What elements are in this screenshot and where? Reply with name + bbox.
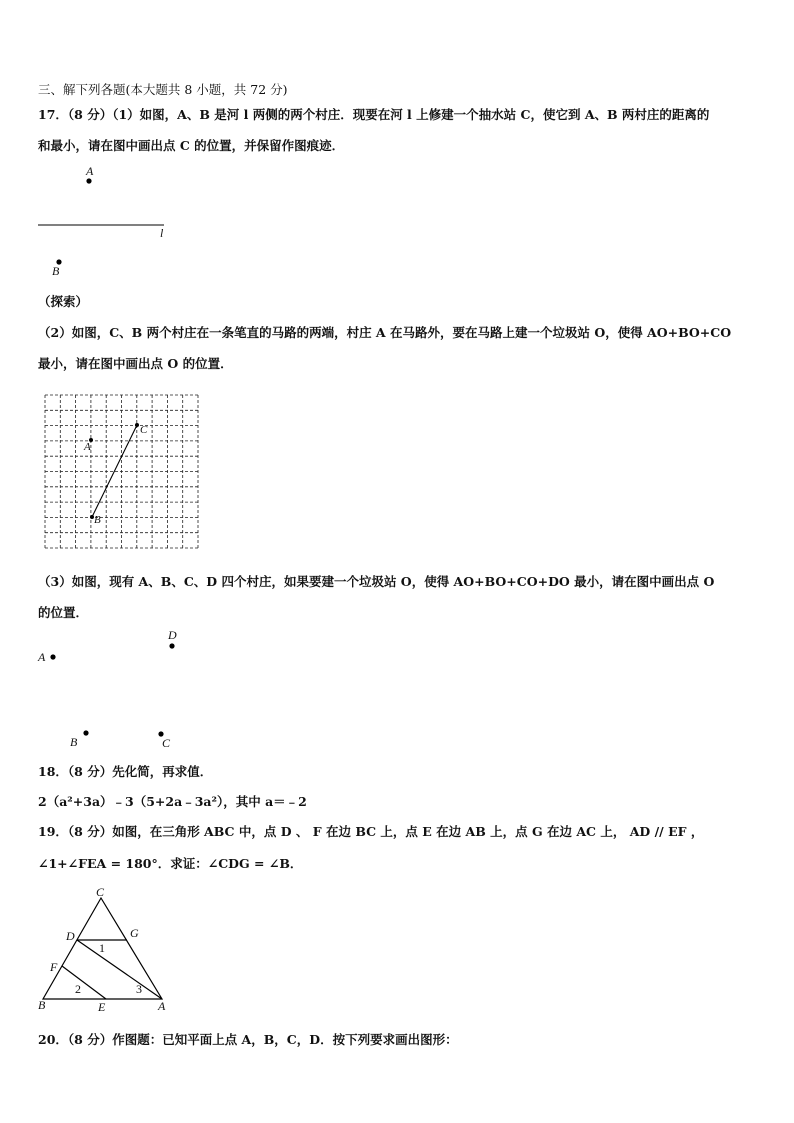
- tri-label-a: A: [158, 999, 166, 1013]
- q17-part2-line1: （2）如图，C、B 两个村庄在一条笔直的马路的两端，村庄 A 在马路外，要在马路上建一个垃圾站 O，使得 AO+BO+CO: [38, 325, 732, 340]
- village-a: [50, 654, 55, 659]
- q17-figure-1: [30, 160, 190, 280]
- tri-label-g: G: [130, 926, 139, 940]
- fig3-label-a: A: [38, 650, 46, 664]
- grid-lines: [45, 395, 198, 548]
- fig1-label-b: B: [52, 264, 60, 278]
- angle-label-1: 1: [99, 941, 105, 955]
- village-d: [169, 643, 174, 648]
- fig3-label-b: B: [70, 735, 78, 749]
- tri-label-c: C: [96, 885, 105, 899]
- section-header: 三、解下列各题(本大题共 8 小题，共 72 分): [38, 82, 288, 97]
- q17-part3-line2: 的位置．: [38, 605, 89, 620]
- q18-line2: 2（a²+3a）﹣3（5+2a﹣3a²），其中 a＝﹣2: [38, 794, 307, 809]
- q17-line2: 和最小，请在图中画出点 C 的位置，并保留作图痕迹．: [38, 138, 345, 153]
- q19-triangle-figure: [30, 880, 190, 1020]
- fig3-label-d: D: [168, 628, 177, 642]
- fig2-label-a: A: [84, 441, 91, 453]
- fig2-label-b: B: [94, 514, 101, 526]
- tri-label-b: B: [38, 998, 46, 1012]
- tri-label-f: F: [50, 960, 58, 974]
- village-b: [83, 730, 88, 735]
- tri-label-d: D: [66, 929, 75, 943]
- grid-point-c: [135, 423, 139, 427]
- q17-part2-line2: 最小，请在图中画出点 O 的位置．: [38, 356, 233, 371]
- angle-label-2: 2: [75, 982, 81, 996]
- explore-heading: （探索）: [38, 294, 89, 309]
- q17-figure-3: [30, 630, 190, 750]
- q18-line1: 18．（8 分）先化简，再求值．: [38, 764, 213, 779]
- q19-line2: ∠1+∠FEA = 180°．求证：∠CDG = ∠B．: [38, 856, 303, 871]
- tri-label-e: E: [98, 1000, 106, 1014]
- segment-ad: [77, 940, 162, 999]
- fig2-label-c: C: [140, 424, 148, 436]
- q17-part3-line1: （3）如图，现有 A、B、C、D 四个村庄，如果要建一个垃圾站 O，使得 AO+BO+CO+DO 最小，请在图中画出点 O: [38, 574, 715, 589]
- road-segment-bc: [92, 425, 137, 517]
- segment-ef: [62, 966, 106, 999]
- q19-line1: 19．（8 分）如图，在三角形 ABC 中，点 D 、 F 在边 BC 上，点 E 在边 AB 上，点 G 在边 AC 上， AD // EF ，: [38, 824, 704, 839]
- fig1-label-a: A: [86, 164, 94, 178]
- q20-line1: 20．（8 分）作图题：已知平面上点 A，B，C，D．按下列要求画出图形：: [38, 1032, 458, 1047]
- angle-label-3: 3: [136, 982, 142, 996]
- fig3-label-c: C: [162, 736, 171, 750]
- fig1-label-l: l: [160, 226, 164, 240]
- point-a: [86, 178, 91, 183]
- q17-line1: 17．（8 分）（1）如图，A、B 是河 l 两侧的两个村庄．现要在河 l 上修建一个抽水站 C，使它到 A、B 两村庄的距离的: [38, 107, 710, 122]
- q17-grid-figure: [45, 395, 200, 550]
